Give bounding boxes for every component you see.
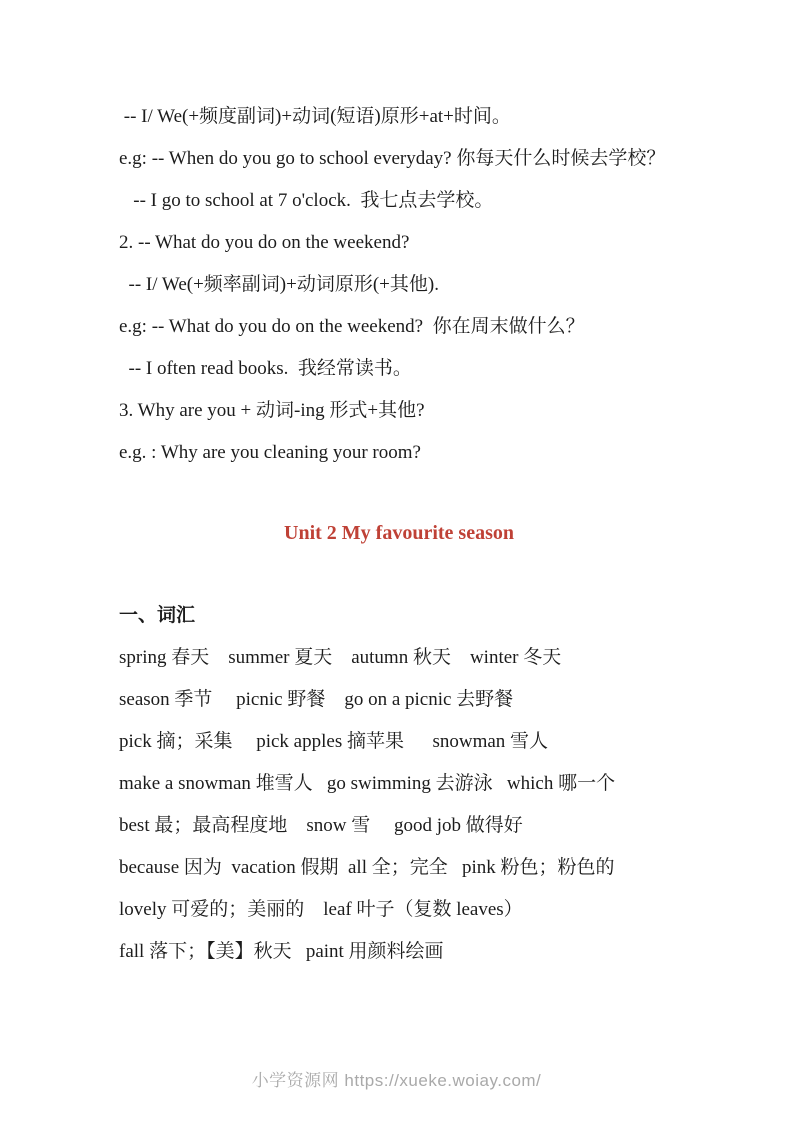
footer-credit: 小学资源网 https://xueke.woiay.com/: [251, 1071, 542, 1090]
vocab-line: spring 春天 summer 夏天 autumn 秋天 winter 冬天: [119, 647, 562, 668]
vocab-line: season 季节 picnic 野餐 go on a picnic 去野餐: [119, 689, 514, 710]
vocab-line: best 最；最高程度地 snow 雪 good job 做得好: [119, 815, 523, 836]
grammar-line: 3. Why are you + 动词-ing 形式+其他?: [119, 400, 425, 421]
document-content: [119, 96, 739, 973]
grammar-line: e.g. : Why are you cleaning your room?: [119, 442, 421, 463]
vocab-line: make a snowman 堆雪人 go swimming 去游泳 which 哪一个: [119, 773, 616, 794]
grammar-line: e.g: -- What do you do on the weekend? 你在周末做什么？: [119, 316, 585, 337]
grammar-line: -- I go to school at 7 o'clock. 我七点去学校。: [119, 190, 494, 211]
grammar-line: e.g: -- When do you go to school everyday? 你每天什么时候去学校？: [119, 148, 666, 169]
vocab-line: pick 摘；采集 pick apples 摘苹果 snowman 雪人: [119, 731, 549, 752]
grammar-line: -- I/ We(+频率副词)+动词原形(+其他).: [119, 274, 439, 295]
vocab-line: fall 落下；【美】秋天 paint 用颜料绘画: [119, 941, 444, 962]
grammar-line: -- I/ We(+频度副词)+动词(短语)原形+at+时间。: [119, 106, 511, 127]
grammar-line: 2. -- What do you do on the weekend?: [119, 232, 410, 253]
vocab-line: because 因为 vacation 假期 all 全；完全 pink 粉色；粉色的: [119, 857, 615, 878]
vocab-section-heading: 一、词汇: [119, 605, 196, 626]
grammar-line: -- I often read books. 我经常读书。: [119, 358, 412, 379]
unit-title: Unit 2 My favourite season: [284, 522, 514, 544]
vocab-line: lovely 可爱的；美丽的 leaf 叶子（复数 leaves）: [119, 899, 523, 920]
